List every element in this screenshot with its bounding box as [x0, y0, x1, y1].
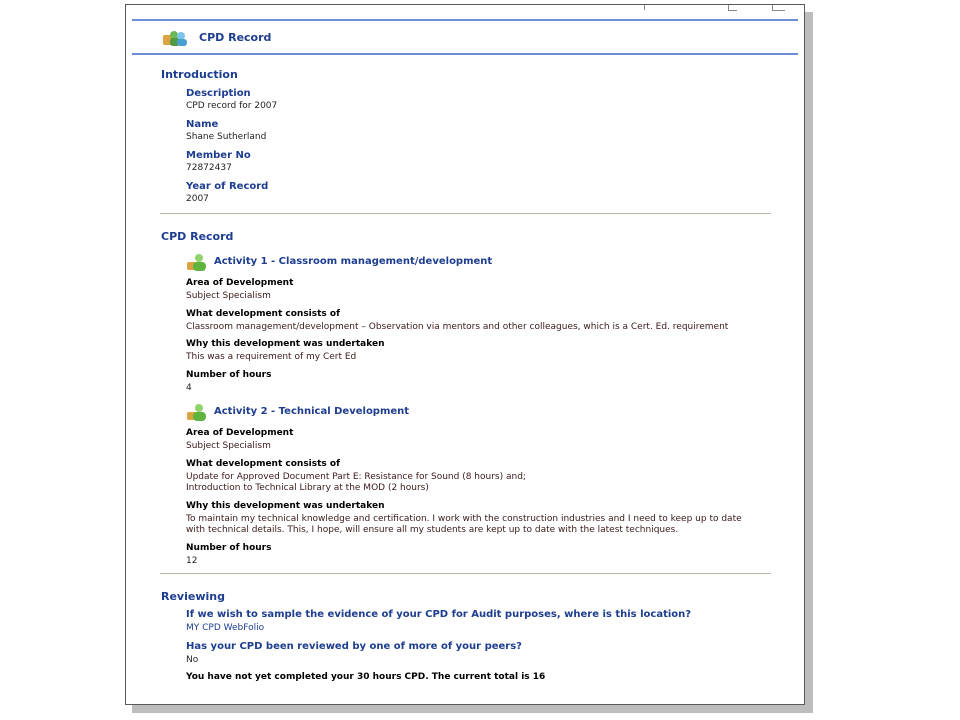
activity-2-consists-line-1: Update for Approved Document Part E: Resistance for Sound (8 hours) and; — [186, 472, 526, 482]
activity-2-title: Activity 2 - Technical Development — [214, 406, 410, 417]
activity-1-consists-line: Classroom management/development – Observation via mentors and other colleagues, which is a Cert. Ed. requirement — [186, 322, 729, 332]
record-content — [126, 5, 804, 704]
activity-1-consists-label: What development consists of — [186, 309, 341, 319]
field-value-year: 2007 — [186, 194, 209, 204]
user-icon — [186, 403, 208, 421]
activity-2-hours-label: Number of hours — [186, 543, 272, 553]
field-value-name: Shane Sutherland — [186, 132, 267, 142]
activity-1-hours-value: 4 — [186, 383, 192, 393]
review-answer-peer-review: No — [186, 655, 199, 665]
activity-2-why-line-2: with technical details. This, I hope, will ensure all my students are kept up to date with the latest techniques. — [186, 525, 679, 535]
activity-2-hours-value: 12 — [186, 556, 198, 566]
user-icon — [186, 253, 208, 271]
section-divider — [160, 213, 771, 214]
activity-1-why-line: This was a requirement of my Cert Ed — [186, 352, 357, 362]
cpd-record-page — [125, 4, 805, 705]
section-heading-cpd-record: CPD Record — [161, 230, 234, 243]
section-heading-introduction: Introduction — [161, 68, 238, 81]
page-title: CPD Record — [199, 31, 272, 44]
field-value-description: CPD record for 2007 — [186, 101, 278, 111]
review-answer-webfolio-link[interactable]: MY CPD WebFolio — [186, 623, 265, 633]
field-label-name: Name — [186, 119, 219, 130]
review-question-audit-location: If we wish to sample the evidence of your CPD for Audit purposes, where is this location? — [186, 609, 692, 620]
activity-1-area-label: Area of Development — [186, 278, 294, 288]
activity-1-why-label: Why this development was undertaken — [186, 339, 385, 349]
field-value-member-no: 72872437 — [186, 163, 232, 173]
activity-2-consists-label: What development consists of — [186, 459, 341, 469]
field-label-year: Year of Record — [186, 181, 269, 192]
review-question-peer-review: Has your CPD been reviewed by one of more of your peers? — [186, 641, 522, 652]
field-label-member-no: Member No — [186, 150, 251, 161]
activity-1-title: Activity 1 - Classroom management/development — [214, 256, 493, 267]
activity-1-hours-label: Number of hours — [186, 370, 272, 380]
activity-2-why-line-1: To maintain my technical knowledge and certification. I work with the construction industries and I need to keep up to date — [186, 514, 742, 524]
activity-2-consists-line-2: Introduction to Technical Library at the MOD (2 hours) — [186, 483, 429, 493]
cpd-total-summary: You have not yet completed your 30 hours CPD. The current total is 16 — [186, 672, 546, 682]
section-divider — [160, 573, 771, 574]
field-label-description: Description — [186, 88, 251, 99]
section-heading-reviewing: Reviewing — [161, 590, 225, 603]
activity-2-why-label: Why this development was undertaken — [186, 501, 385, 511]
activity-2-area-value: Subject Specialism — [186, 441, 271, 451]
activity-1-area-value: Subject Specialism — [186, 291, 271, 301]
activity-2-area-label: Area of Development — [186, 428, 294, 438]
